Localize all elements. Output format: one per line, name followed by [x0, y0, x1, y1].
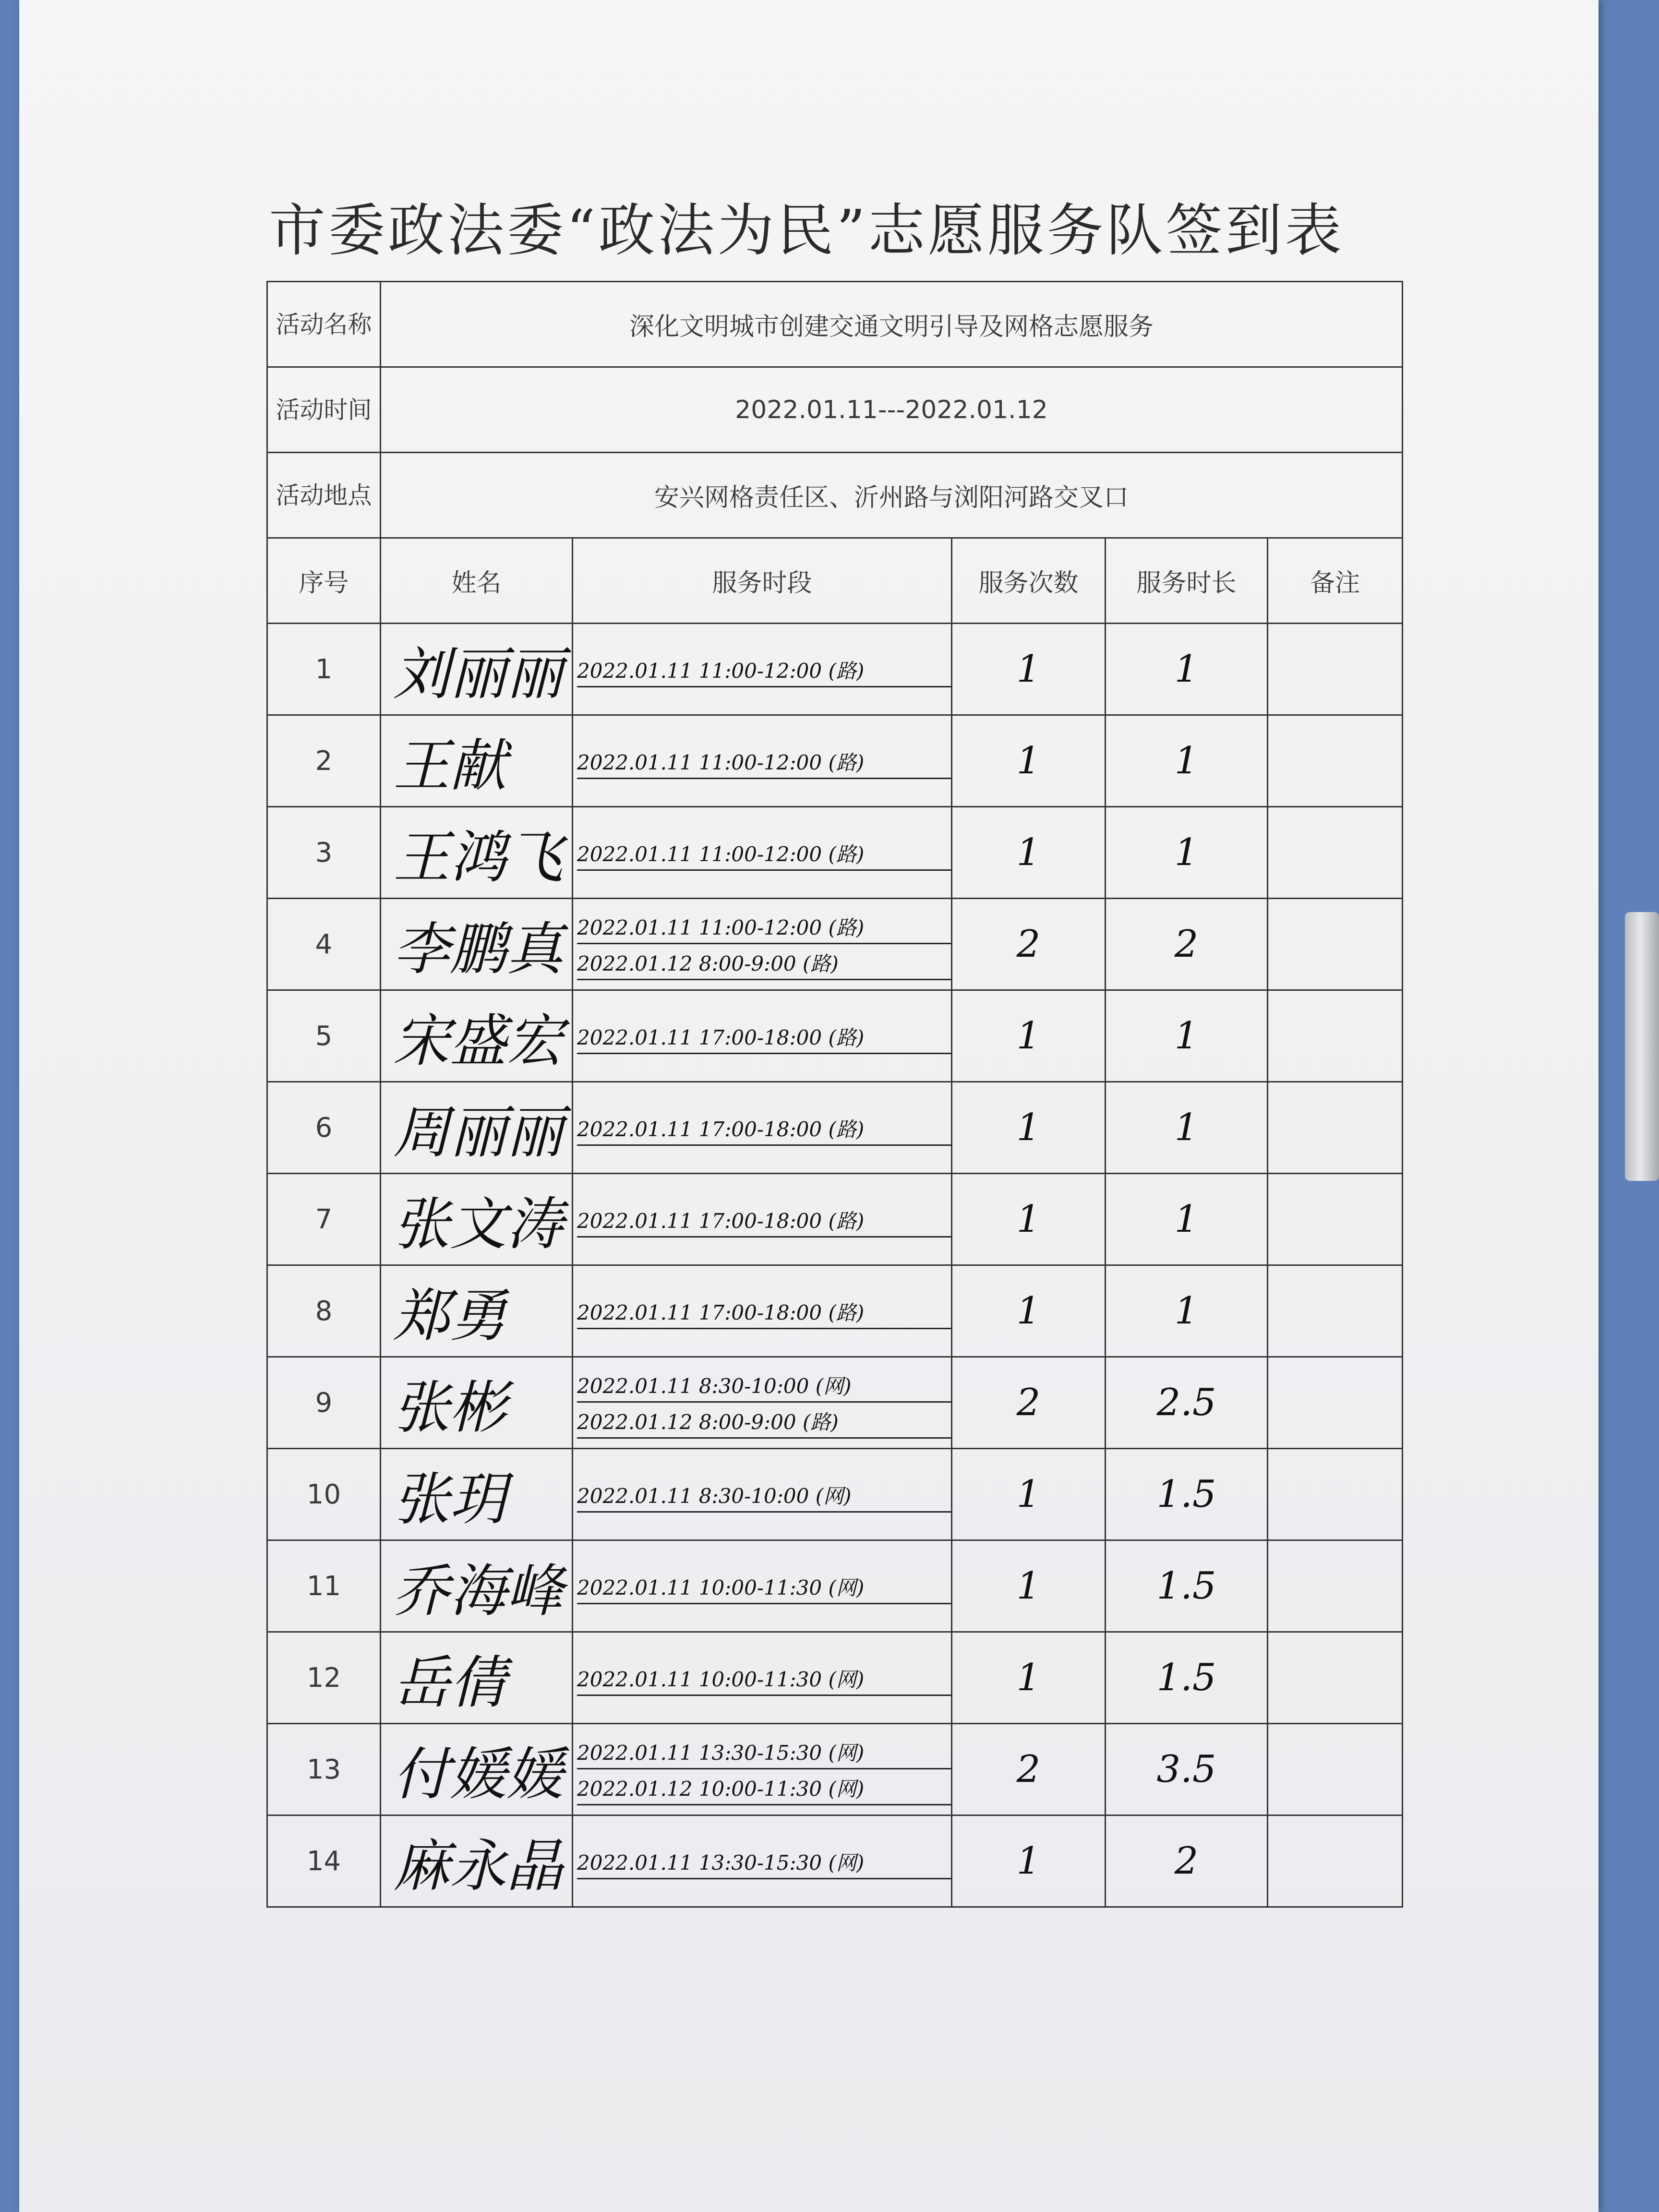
row-seq: 10: [267, 1449, 381, 1540]
row-seq: 3: [267, 807, 381, 899]
sign-in-table: [266, 281, 1403, 1908]
row-seq: 5: [267, 990, 381, 1082]
table-row: [267, 1265, 1403, 1357]
row-remark: [1268, 1815, 1403, 1907]
table-row: [267, 715, 1403, 807]
table-row: [267, 1724, 1403, 1815]
service-period-line: 2022.01.11 11:00-12:00 (路): [577, 651, 951, 687]
service-period-line: 2022.01.12 10:00-11:30 (网): [577, 1769, 951, 1805]
table-row: [267, 624, 1403, 715]
row-service-count: 1: [952, 1265, 1106, 1357]
row-service-duration: 1.5: [1106, 1540, 1268, 1632]
row-name-signature: 麻永晶: [381, 1815, 573, 1907]
row-remark: [1268, 899, 1403, 990]
row-service-duration: 1: [1106, 715, 1268, 807]
row-service-duration: 1.5: [1106, 1449, 1268, 1540]
row-service-period: [573, 1174, 952, 1265]
table-row: [267, 1540, 1403, 1632]
row-name-signature: 张玥: [381, 1449, 573, 1540]
row-name-signature: 乔海峰: [381, 1540, 573, 1632]
activity-time-row: [267, 367, 1403, 453]
row-service-period: [573, 1724, 952, 1815]
page-title: 市委政法委“政法为民”志愿服务队签到表: [269, 197, 1345, 264]
row-remark: [1268, 1174, 1403, 1265]
row-remark: [1268, 1265, 1403, 1357]
row-service-count: 1: [952, 807, 1106, 899]
table-row: [267, 990, 1403, 1082]
table-row: [267, 1082, 1403, 1174]
activity-place-row: [267, 453, 1403, 538]
service-period-line: 2022.01.11 10:00-11:30 (网): [577, 1568, 951, 1604]
row-service-period: [573, 624, 952, 715]
row-service-count: 1: [952, 1815, 1106, 1907]
row-service-duration: 1: [1106, 1082, 1268, 1174]
row-seq: 8: [267, 1265, 381, 1357]
header-period: 服务时段: [573, 538, 952, 624]
activity-name-row: [267, 282, 1403, 367]
row-remark: [1268, 715, 1403, 807]
row-name-signature: 李鹏真: [381, 899, 573, 990]
service-period-line: 2022.01.11 13:30-15:30 (网): [577, 1733, 951, 1769]
row-name-signature: 付媛媛: [381, 1724, 573, 1815]
row-seq: 6: [267, 1082, 381, 1174]
header-seq: 序号: [267, 538, 381, 624]
row-name-signature: 周丽丽: [381, 1082, 573, 1174]
service-period-line: 2022.01.12 8:00-9:00 (路): [577, 944, 951, 980]
row-remark: [1268, 1540, 1403, 1632]
row-service-period: [573, 1265, 952, 1357]
table-row: [267, 1449, 1403, 1540]
header-name: 姓名: [381, 538, 573, 624]
row-service-count: 2: [952, 899, 1106, 990]
row-service-duration: 1: [1106, 990, 1268, 1082]
table-row: [267, 1357, 1403, 1449]
service-period-line: 2022.01.11 8:30-10:00 (网): [577, 1367, 951, 1403]
row-seq: 12: [267, 1632, 381, 1724]
column-header-row: [267, 538, 1403, 624]
header-count: 服务次数: [952, 538, 1106, 624]
row-service-period: [573, 1540, 952, 1632]
binder-clip: [1625, 912, 1659, 1181]
service-period-line: 2022.01.11 8:30-10:00 (网): [577, 1477, 951, 1513]
row-service-duration: 2: [1106, 899, 1268, 990]
table-body: [267, 624, 1403, 1907]
row-service-count: 1: [952, 624, 1106, 715]
row-service-duration: 2.5: [1106, 1357, 1268, 1449]
row-name-signature: 王鸿飞: [381, 807, 573, 899]
service-period-line: 2022.01.11 13:30-15:30 (网): [577, 1843, 951, 1879]
row-remark: [1268, 1449, 1403, 1540]
row-name-signature: 郑勇: [381, 1265, 573, 1357]
row-service-count: 1: [952, 715, 1106, 807]
service-period-line: 2022.01.11 17:00-18:00 (路): [577, 1293, 951, 1329]
service-period-line: 2022.01.11 17:00-18:00 (路): [577, 1110, 951, 1146]
row-service-period: [573, 1632, 952, 1724]
header-duration: 服务时长: [1106, 538, 1268, 624]
row-seq: 4: [267, 899, 381, 990]
row-service-period: [573, 1357, 952, 1449]
row-seq: 9: [267, 1357, 381, 1449]
row-service-count: 1: [952, 1082, 1106, 1174]
row-service-duration: 1.5: [1106, 1632, 1268, 1724]
row-service-period: [573, 715, 952, 807]
row-name-signature: 张彬: [381, 1357, 573, 1449]
activity-place-label: 活动地点: [267, 453, 381, 538]
row-seq: 7: [267, 1174, 381, 1265]
activity-time-label: 活动时间: [267, 367, 381, 453]
activity-place-value: 安兴网格责任区、沂州路与浏阳河路交叉口: [381, 453, 1403, 538]
row-service-duration: 1: [1106, 1174, 1268, 1265]
service-period-line: 2022.01.11 17:00-18:00 (路): [577, 1018, 951, 1054]
row-service-count: 1: [952, 1449, 1106, 1540]
service-period-line: 2022.01.12 8:00-9:00 (路): [577, 1403, 951, 1439]
table-row: [267, 807, 1403, 899]
row-service-period: [573, 990, 952, 1082]
row-service-count: 1: [952, 1540, 1106, 1632]
row-service-duration: 1: [1106, 1265, 1268, 1357]
header-remark: 备注: [1268, 538, 1403, 624]
row-name-signature: 张文涛: [381, 1174, 573, 1265]
row-service-period: [573, 1815, 952, 1907]
row-remark: [1268, 990, 1403, 1082]
activity-name-value: 深化文明城市创建交通文明引导及网格志愿服务: [381, 282, 1403, 367]
row-remark: [1268, 1724, 1403, 1815]
row-service-period: [573, 1082, 952, 1174]
service-period-line: 2022.01.11 11:00-12:00 (路): [577, 743, 951, 779]
row-service-period: [573, 899, 952, 990]
row-remark: [1268, 1632, 1403, 1724]
row-service-count: 1: [952, 1174, 1106, 1265]
row-service-duration: 1: [1106, 624, 1268, 715]
table-row: [267, 1174, 1403, 1265]
activity-name-label: 活动名称: [267, 282, 381, 367]
service-period-line: 2022.01.11 17:00-18:00 (路): [577, 1202, 951, 1238]
row-service-period: [573, 807, 952, 899]
row-service-duration: 1: [1106, 807, 1268, 899]
row-service-count: 1: [952, 1632, 1106, 1724]
row-name-signature: 宋盛宏: [381, 990, 573, 1082]
table-row: [267, 899, 1403, 990]
row-seq: 1: [267, 624, 381, 715]
row-remark: [1268, 807, 1403, 899]
service-period-line: 2022.01.11 11:00-12:00 (路): [577, 908, 951, 944]
row-seq: 14: [267, 1815, 381, 1907]
row-service-count: 1: [952, 990, 1106, 1082]
row-remark: [1268, 1082, 1403, 1174]
row-remark: [1268, 1357, 1403, 1449]
row-remark: [1268, 624, 1403, 715]
service-period-line: 2022.01.11 10:00-11:30 (网): [577, 1660, 951, 1696]
row-seq: 13: [267, 1724, 381, 1815]
row-service-period: [573, 1449, 952, 1540]
activity-time-value: 2022.01.11---2022.01.12: [381, 367, 1403, 453]
row-name-signature: 岳倩: [381, 1632, 573, 1724]
table-row: [267, 1632, 1403, 1724]
row-service-count: 2: [952, 1724, 1106, 1815]
row-seq: 2: [267, 715, 381, 807]
row-service-duration: 3.5: [1106, 1724, 1268, 1815]
row-service-duration: 2: [1106, 1815, 1268, 1907]
service-period-line: 2022.01.11 11:00-12:00 (路): [577, 835, 951, 871]
row-seq: 11: [267, 1540, 381, 1632]
row-service-count: 2: [952, 1357, 1106, 1449]
table-row: [267, 1815, 1403, 1907]
row-name-signature: 王献: [381, 715, 573, 807]
row-name-signature: 刘丽丽: [381, 624, 573, 715]
